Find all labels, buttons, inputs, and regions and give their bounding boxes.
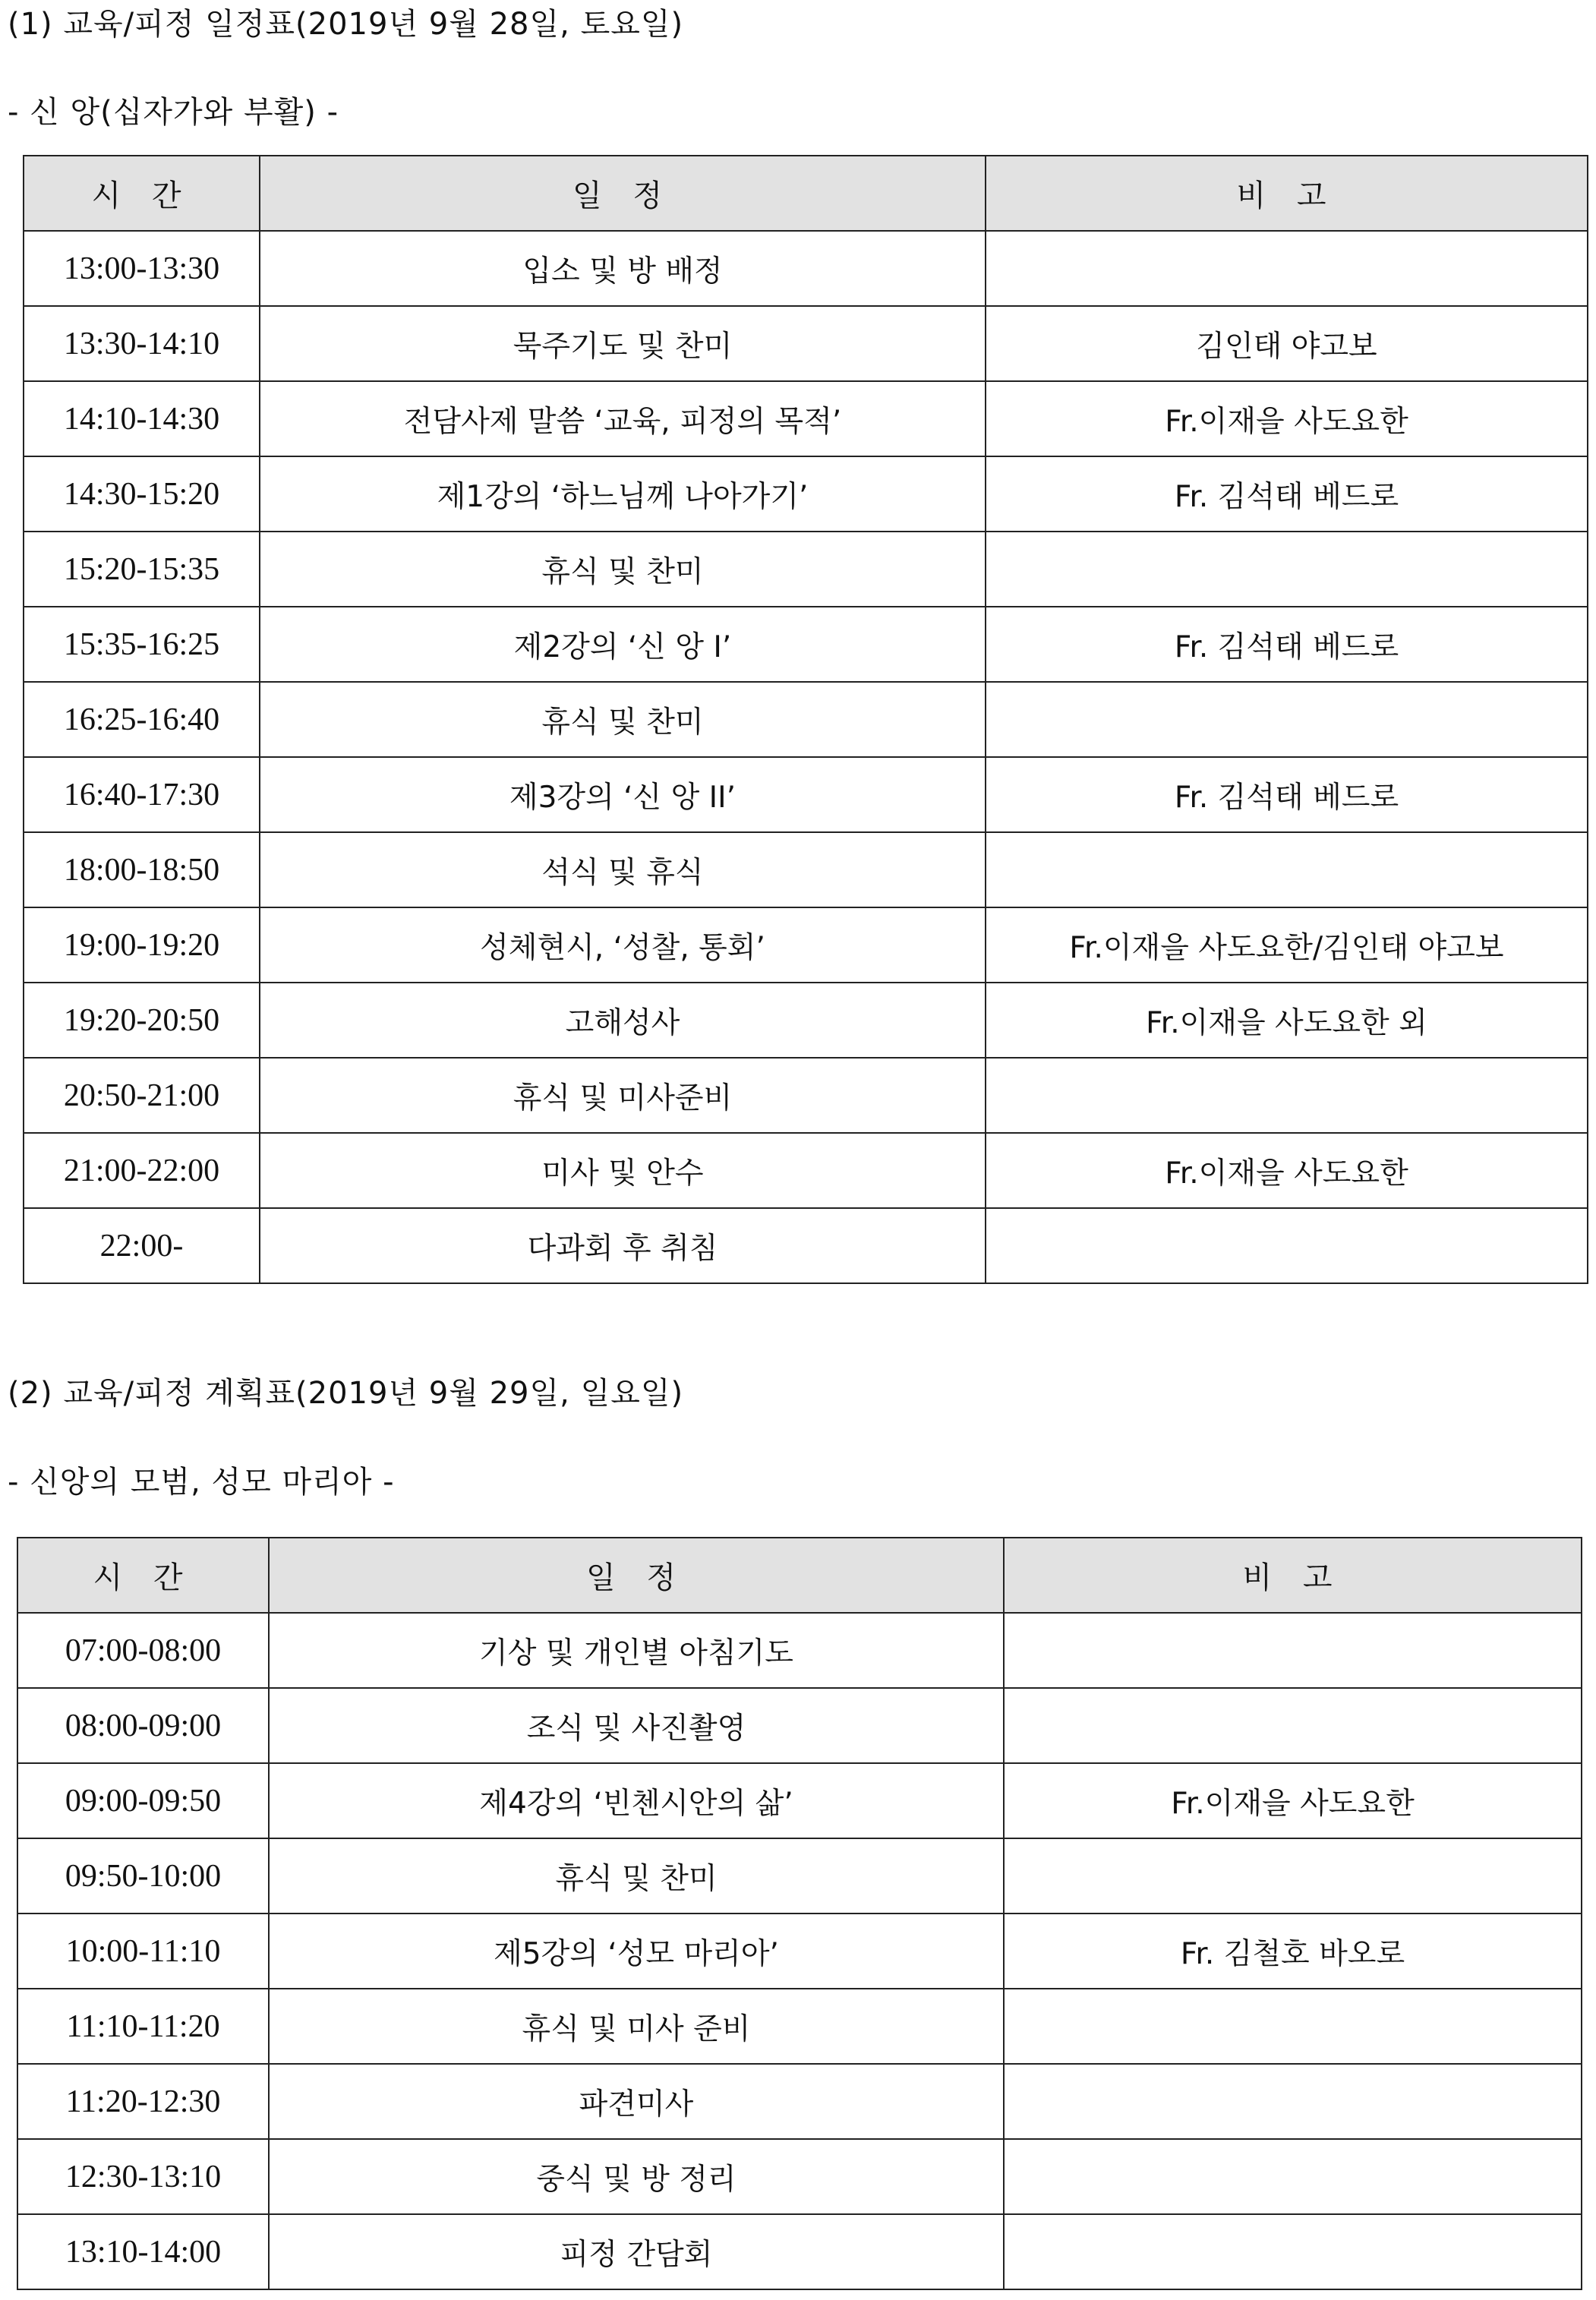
schedule-cell: 입소 및 방 배정 bbox=[260, 231, 986, 306]
column-header-note: 비 고 bbox=[1004, 1538, 1582, 1613]
time-cell: 16:25-16:40 bbox=[24, 682, 260, 757]
table-row bbox=[24, 983, 1588, 1058]
schedule-cell: 휴식 및 미사 준비 bbox=[269, 1989, 1004, 2064]
time-cell: 21:00-22:00 bbox=[24, 1133, 260, 1208]
column-header-time: 시 간 bbox=[17, 1538, 269, 1613]
note-cell bbox=[986, 231, 1588, 306]
time-cell: 20:50-21:00 bbox=[24, 1058, 260, 1133]
time-cell: 10:00-11:10 bbox=[17, 1914, 269, 1989]
section1-title: (1) 교육/피정 일정표(2019년 9월 28일, 토요일) bbox=[8, 7, 684, 42]
note-cell: Fr.이재을 사도요한 bbox=[1004, 1763, 1582, 1838]
time-cell: 12:30-13:10 bbox=[17, 2139, 269, 2214]
schedule-cell: 제2강의 ‘신 앙 I’ bbox=[260, 607, 986, 682]
table-row bbox=[17, 1613, 1582, 1688]
schedule-cell: 휴식 및 미사준비 bbox=[260, 1058, 986, 1133]
section1-subtitle: - 신 앙(십자가와 부활) - bbox=[8, 95, 339, 130]
schedule-cell: 기상 및 개인별 아침기도 bbox=[269, 1613, 1004, 1688]
note-cell bbox=[1004, 1838, 1582, 1914]
column-header-note: 비 고 bbox=[986, 156, 1588, 231]
table-row bbox=[24, 1208, 1588, 1283]
time-cell: 14:30-15:20 bbox=[24, 456, 260, 532]
time-cell: 11:10-11:20 bbox=[17, 1989, 269, 2064]
time-cell: 19:20-20:50 bbox=[24, 983, 260, 1058]
table-row bbox=[24, 607, 1588, 682]
time-cell: 13:00-13:30 bbox=[24, 231, 260, 306]
table-row bbox=[17, 2139, 1582, 2214]
table-body bbox=[17, 1613, 1582, 2289]
section2-title: (2) 교육/피정 계획표(2019년 9월 29일, 일요일) bbox=[8, 1376, 684, 1411]
time-cell: 15:35-16:25 bbox=[24, 607, 260, 682]
note-cell bbox=[986, 1058, 1588, 1133]
time-cell: 08:00-09:00 bbox=[17, 1688, 269, 1763]
table-row bbox=[24, 381, 1588, 456]
note-cell: Fr. 김석태 베드로 bbox=[986, 456, 1588, 532]
note-cell: Fr.이재을 사도요한 외 bbox=[986, 983, 1588, 1058]
table-row bbox=[17, 1763, 1582, 1838]
time-cell: 15:20-15:35 bbox=[24, 532, 260, 607]
time-cell: 18:00-18:50 bbox=[24, 832, 260, 907]
time-cell: 09:50-10:00 bbox=[17, 1838, 269, 1914]
schedule-cell: 고해성사 bbox=[260, 983, 986, 1058]
column-header-schedule: 일 정 bbox=[269, 1538, 1004, 1613]
table-row bbox=[17, 1688, 1582, 1763]
table-row bbox=[17, 1989, 1582, 2064]
table-row bbox=[24, 832, 1588, 907]
time-cell: 19:00-19:20 bbox=[24, 907, 260, 983]
table-row bbox=[24, 456, 1588, 532]
note-cell bbox=[986, 832, 1588, 907]
section2-subtitle: - 신앙의 모범, 성모 마리아 - bbox=[8, 1465, 395, 1500]
schedule-cell: 제3강의 ‘신 앙 II’ bbox=[260, 757, 986, 832]
note-cell: Fr. 김석태 베드로 bbox=[986, 757, 1588, 832]
table-row bbox=[24, 682, 1588, 757]
table-row bbox=[17, 1914, 1582, 1989]
note-cell bbox=[1004, 1688, 1582, 1763]
table-row bbox=[24, 231, 1588, 306]
table-header-row bbox=[17, 1538, 1582, 1613]
table-row bbox=[24, 306, 1588, 381]
note-cell bbox=[986, 682, 1588, 757]
time-cell: 22:00- bbox=[24, 1208, 260, 1283]
schedule-table-day1 bbox=[23, 155, 1588, 1284]
note-cell: Fr.이재을 사도요한 bbox=[986, 381, 1588, 456]
note-cell: Fr. 김석태 베드로 bbox=[986, 607, 1588, 682]
note-cell: Fr.이재을 사도요한/김인태 야고보 bbox=[986, 907, 1588, 983]
table-row bbox=[24, 1133, 1588, 1208]
schedule-cell: 제5강의 ‘성모 마리아’ bbox=[269, 1914, 1004, 1989]
column-header-time: 시 간 bbox=[24, 156, 260, 231]
table-row bbox=[17, 1838, 1582, 1914]
time-cell: 16:40-17:30 bbox=[24, 757, 260, 832]
note-cell bbox=[1004, 1613, 1582, 1688]
schedule-cell: 다과회 후 취침 bbox=[260, 1208, 986, 1283]
table-header-row bbox=[24, 156, 1588, 231]
schedule-cell: 파견미사 bbox=[269, 2064, 1004, 2139]
column-header-schedule: 일 정 bbox=[260, 156, 986, 231]
schedule-cell: 전담사제 말씀 ‘교육, 피정의 목적’ bbox=[260, 381, 986, 456]
table-row bbox=[24, 757, 1588, 832]
schedule-cell: 성체현시, ‘성찰, 통회’ bbox=[260, 907, 986, 983]
schedule-cell: 피정 간담회 bbox=[269, 2214, 1004, 2289]
time-cell: 14:10-14:30 bbox=[24, 381, 260, 456]
schedule-cell: 휴식 및 찬미 bbox=[260, 682, 986, 757]
time-cell: 07:00-08:00 bbox=[17, 1613, 269, 1688]
note-cell: Fr.이재을 사도요한 bbox=[986, 1133, 1588, 1208]
schedule-cell: 조식 및 사진촬영 bbox=[269, 1688, 1004, 1763]
note-cell: 김인태 야고보 bbox=[986, 306, 1588, 381]
note-cell: Fr. 김철호 바오로 bbox=[1004, 1914, 1582, 1989]
time-cell: 13:10-14:00 bbox=[17, 2214, 269, 2289]
table-row bbox=[24, 532, 1588, 607]
schedule-cell: 석식 및 휴식 bbox=[260, 832, 986, 907]
table-body bbox=[24, 231, 1588, 1283]
table-row bbox=[17, 2214, 1582, 2289]
schedule-cell: 중식 및 방 정리 bbox=[269, 2139, 1004, 2214]
table-row bbox=[17, 2064, 1582, 2139]
note-cell bbox=[986, 532, 1588, 607]
schedule-cell: 제1강의 ‘하느님께 나아가기’ bbox=[260, 456, 986, 532]
note-cell bbox=[1004, 2064, 1582, 2139]
note-cell bbox=[1004, 2214, 1582, 2289]
time-cell: 13:30-14:10 bbox=[24, 306, 260, 381]
time-cell: 11:20-12:30 bbox=[17, 2064, 269, 2139]
note-cell bbox=[1004, 2139, 1582, 2214]
note-cell bbox=[1004, 1989, 1582, 2064]
schedule-cell: 제4강의 ‘빈첸시안의 삶’ bbox=[269, 1763, 1004, 1838]
schedule-cell: 휴식 및 찬미 bbox=[260, 532, 986, 607]
schedule-cell: 휴식 및 찬미 bbox=[269, 1838, 1004, 1914]
time-cell: 09:00-09:50 bbox=[17, 1763, 269, 1838]
schedule-table-day2 bbox=[17, 1537, 1582, 2290]
table-row bbox=[24, 907, 1588, 983]
schedule-cell: 묵주기도 및 찬미 bbox=[260, 306, 986, 381]
table-row bbox=[24, 1058, 1588, 1133]
schedule-cell: 미사 및 안수 bbox=[260, 1133, 986, 1208]
note-cell bbox=[986, 1208, 1588, 1283]
